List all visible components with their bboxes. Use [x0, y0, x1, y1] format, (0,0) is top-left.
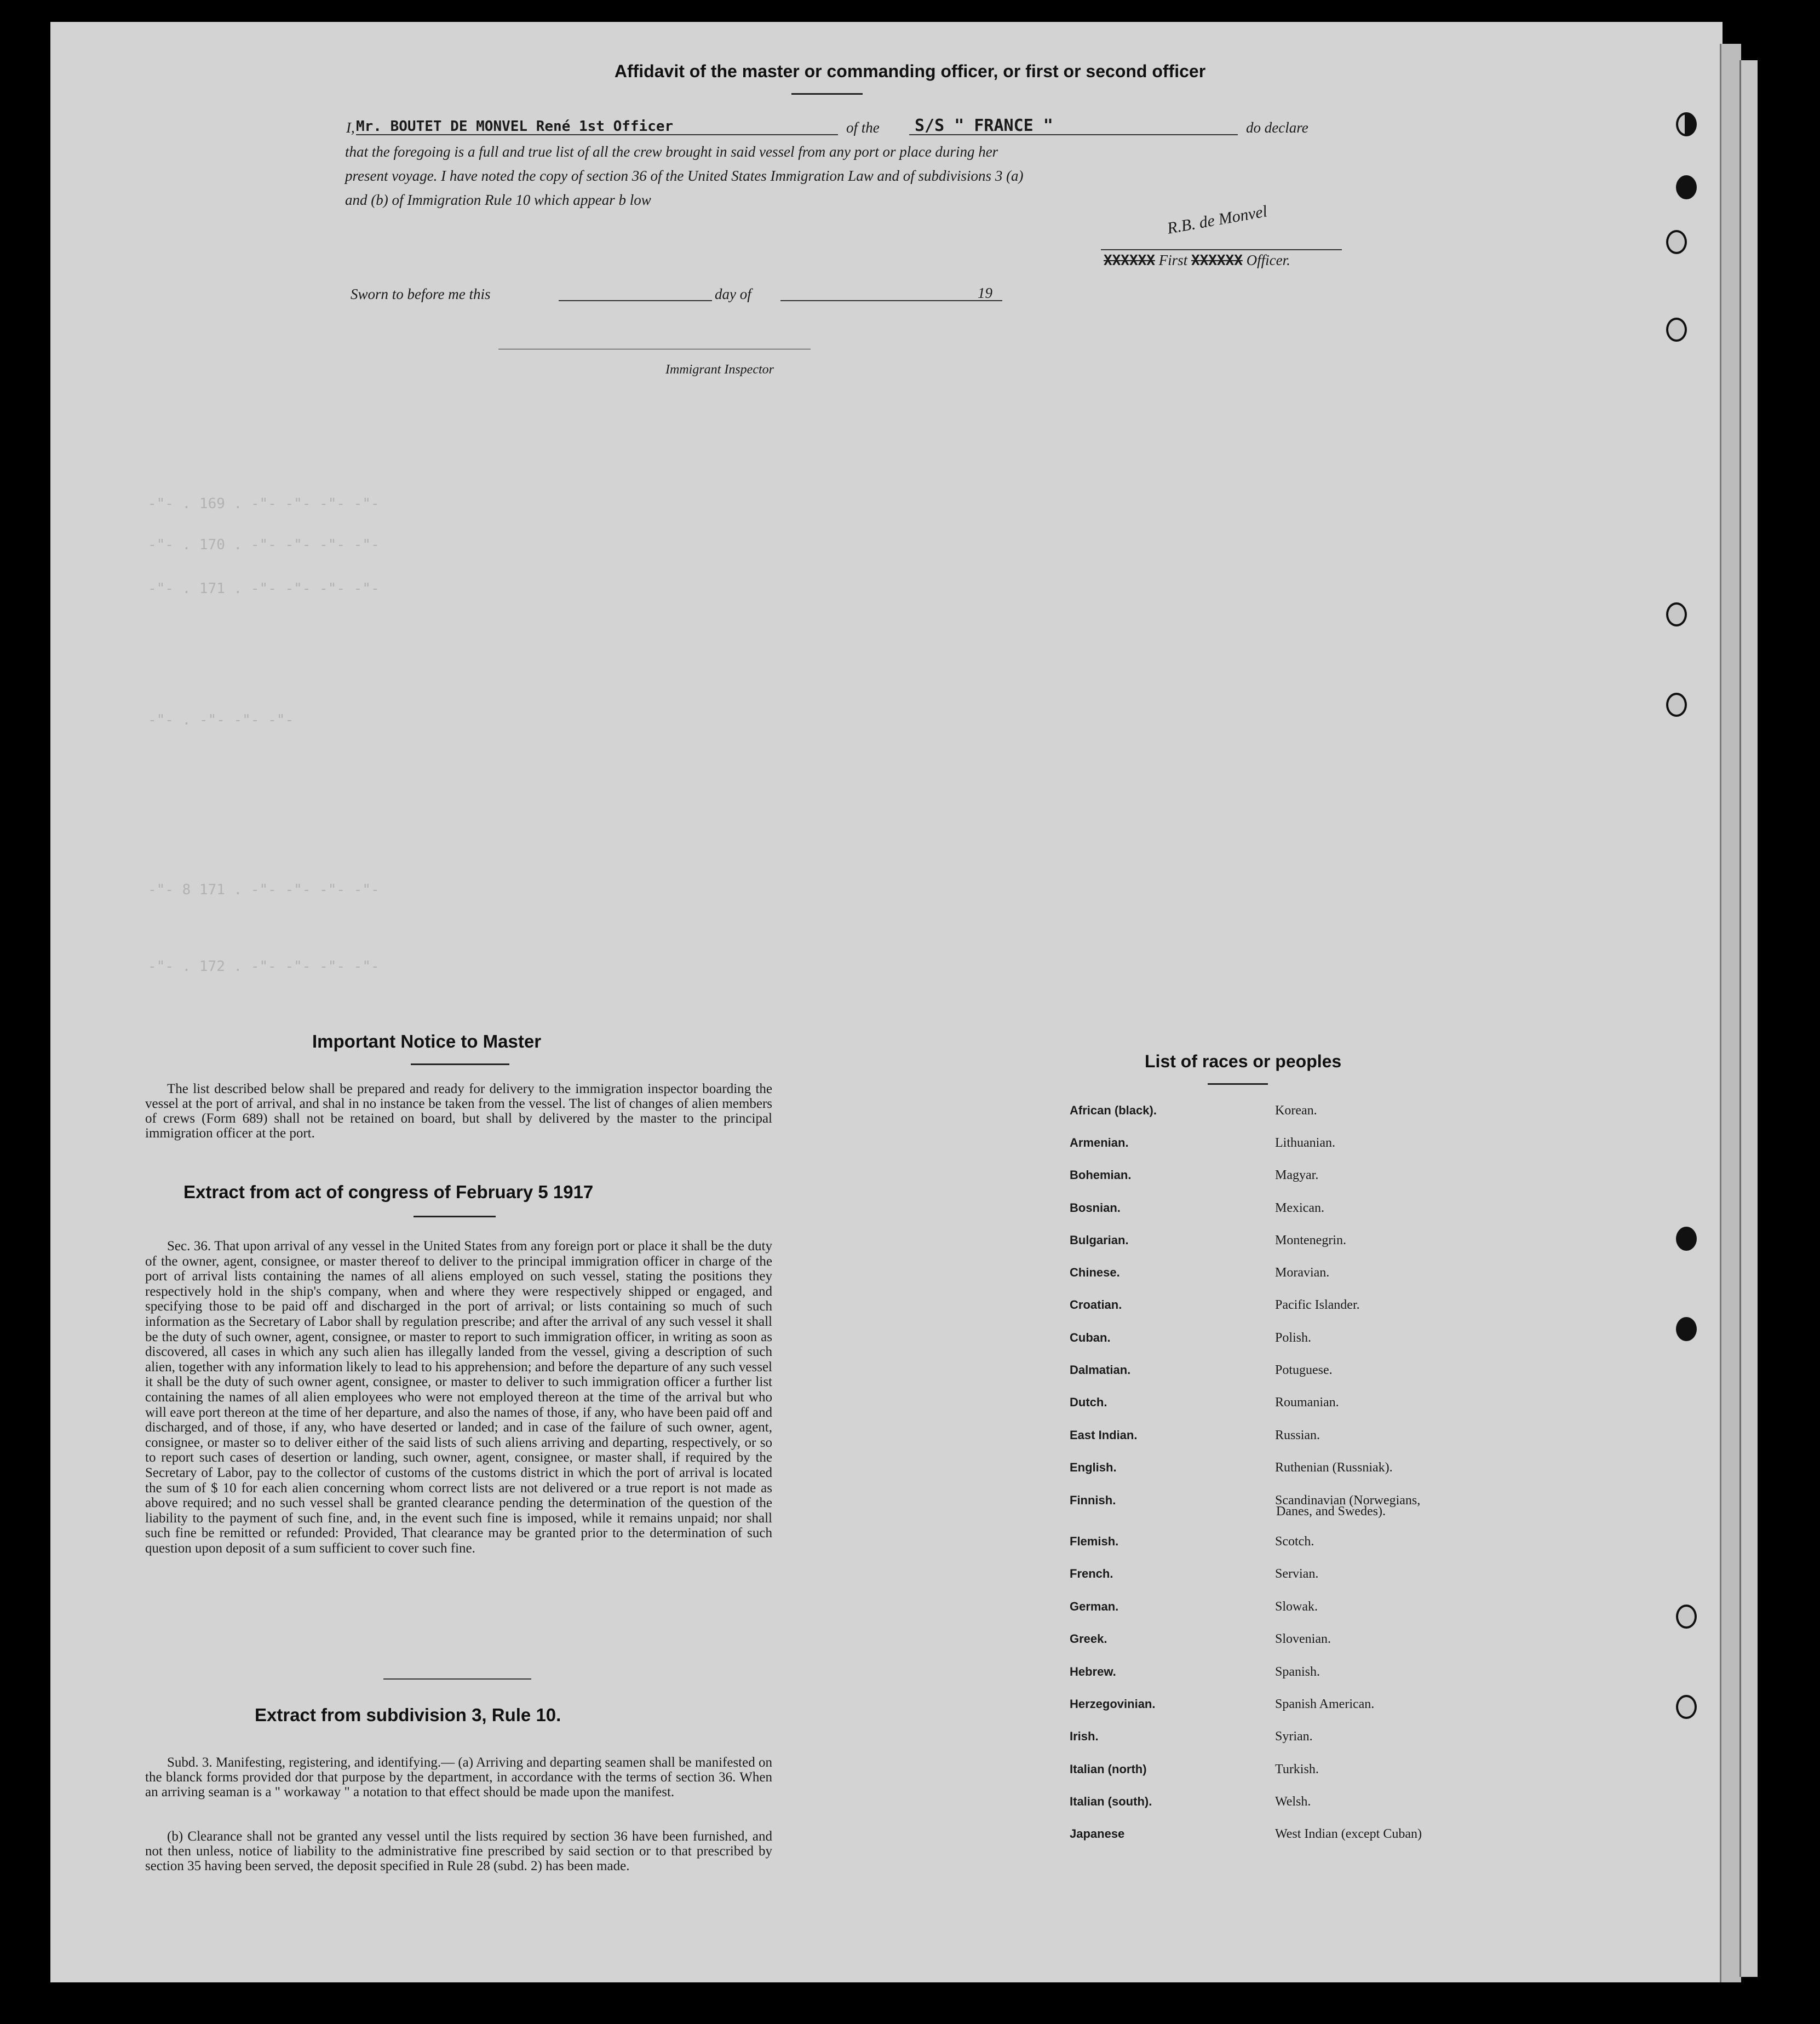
race-item: Welsh. — [1275, 1795, 1311, 1809]
race-item: Magyar. — [1275, 1168, 1319, 1182]
race-item: Flemish. — [1070, 1534, 1119, 1548]
page-edge — [1720, 44, 1741, 1982]
officer-first: First — [1158, 252, 1188, 268]
race-item: Greek. — [1070, 1632, 1107, 1646]
race-item: Potuguese. — [1275, 1363, 1333, 1377]
race-item: Armenian. — [1070, 1136, 1129, 1149]
race-item: Japanese — [1070, 1827, 1125, 1841]
bleed-through-text: -"- . 169 . -"- -"- -"- -"- — [148, 496, 380, 512]
do-declare-label: do declare — [1246, 119, 1308, 136]
act-extract-text: Sec. 36. That upon arrival of any vessel in the United States from any foreign port or place it shall be the duty of the owner, agent, consignee, or master thereof to deliver to the principal immigration officer in charge of the port of arrival lists containing the names of all aliens employed on such vessel, stating the positions they respectively hold in the ship's company, when and where they were respectively shipped or engaged, and specifying those to be paid off and discharged in the port of arrival; or lists containing so much of such information as the Secretary of Labor shall by regulation prescribe; and after the arrival of any such vessel it shall be the duty of such owner, agent, consignee, or master to report to such immigration officer, in writing as soon as discovered, all cases in which any such alien has illegally landed from the vessel, giving a description of such alien, together with any information likely to lead to his apprehension; and before the departure of any such vessel it shall be the duty of such owner agent, consignee, or master to deliver to such immigration officer a further list containing the names of all alien employees who were not employed thereon at the time of the arrival but who will eave port thereon at the time of her departure, and also the names of those, if any, who have been paid off and discharged, and of those, if any, who have deserted or landed; and in case of the failure of such owner, agent, consignee, or master so to deliver either of the said lists of such aliens arriving and departing, respectively, or so to report such cases of desertion or landing, such owner, agent, consignee, or master shall, if required by the Secretary of Labor, pay to the collector of customs of the customs district in which the port of arrival is located the sum of $ 10 for each alien concerning whom correct lists are not delivered or a true report is not made as above required; and no such vessel shall be granted clearance pending the determination of the question of the liability to the payment of such fine, and, in the event such fine is imposed, while it remains unpaid; nor shall such fine be remitted or refunded: Provided, That clearance may be granted prior to the determination of such question upon deposit of a sum sufficient to cover such fine. — [145, 1239, 772, 1556]
race-item: Italian (south). — [1070, 1795, 1152, 1808]
page-edge — [1739, 60, 1758, 1977]
notice-text: The list described below shall be prepared and ready for delivery to the immigration inspector boarding the vessel at the port of arrival, and shal in no instance be taken from the vessel. The list of changes of alien members of crews (Form 689) shall not be retained on board, but shall by delivered by the master to the principal immigration officer at the port. — [145, 1082, 772, 1141]
binder-hole — [1666, 318, 1687, 342]
title-underline — [411, 1063, 509, 1065]
title-underline — [791, 93, 863, 95]
binder-hole — [1676, 112, 1697, 136]
rule-extract-text-b: (b) Clearance shall not be granted any vessel until the lists required by section 36 have been furnished, and not then unless, notice of liability to the administrative fine prescribed by said section or to that prescribed by section 35 having been served, the deposit specified in Rule 28 (subd. 2) has been made. — [145, 1829, 772, 1873]
race-item: Roumanian. — [1275, 1395, 1339, 1410]
race-item: Korean. — [1275, 1103, 1317, 1118]
declaration-line: and (b) of Immigration Rule 10 which appear b low — [345, 192, 651, 208]
title-underline — [1208, 1083, 1268, 1085]
sworn-day-label: day of — [715, 286, 751, 302]
race-item: Spanish. — [1275, 1665, 1320, 1679]
race-item: Turkish. — [1275, 1762, 1319, 1776]
race-item: German. — [1070, 1600, 1119, 1613]
binder-hole — [1676, 1695, 1697, 1719]
race-item: Lithuanian. — [1275, 1136, 1335, 1150]
struck-word: XXXXXX — [1191, 252, 1243, 269]
officer-signature: R.B. de Monvel — [1166, 202, 1269, 238]
race-item: French. — [1070, 1567, 1113, 1580]
of-the-label: of the — [846, 119, 880, 136]
declarant-prefix: I, — [346, 119, 355, 136]
race-item: Dalmatian. — [1070, 1363, 1131, 1377]
race-item: Polish. — [1275, 1331, 1312, 1345]
race-item: Servian. — [1275, 1567, 1319, 1581]
title-underline — [414, 1216, 496, 1217]
bleed-through-text: -"- . 171 . -"- -"- -"- -"- — [148, 580, 380, 597]
race-item: Croatian. — [1070, 1298, 1122, 1312]
race-item: Pacific Islander. — [1275, 1298, 1360, 1312]
vessel-name: S/S " FRANCE " — [915, 116, 1053, 135]
race-item: Herzegovinian. — [1070, 1697, 1156, 1711]
officer-title — [1104, 252, 1290, 269]
race-item: Bohemian. — [1070, 1168, 1132, 1182]
act-extract-title: Extract from act of congress of February 5 1917 — [183, 1182, 594, 1202]
race-item: Finnish. — [1070, 1493, 1116, 1507]
race-item: Spanish American. — [1275, 1697, 1375, 1711]
race-item: East Indian. — [1070, 1428, 1138, 1442]
binder-hole — [1666, 230, 1687, 254]
race-item: Scotch. — [1275, 1534, 1314, 1549]
race-item: Bosnian. — [1070, 1201, 1121, 1215]
race-item: Mexican. — [1275, 1201, 1324, 1215]
race-item: Bulgarian. — [1070, 1233, 1129, 1247]
rule-extract-text-a: Subd. 3. Manifesting, registering, and identifying.— (a) Arriving and departing seamen shall be manifested on the blanck forms provided dor that purpose by the department, in accordance with the terms of section 36. When an arriving seaman is a " workaway " a notation to that effect should be made upon the manifest. — [145, 1755, 772, 1799]
binder-hole — [1666, 693, 1687, 717]
race-item: Scandinavian (Norwegians, — [1275, 1493, 1421, 1508]
section-divider — [383, 1678, 531, 1680]
fill-line — [780, 300, 1002, 301]
fill-line — [909, 134, 1238, 135]
race-item: Montenegrin. — [1275, 1233, 1346, 1247]
race-item: English. — [1070, 1461, 1117, 1474]
binder-hole — [1676, 1605, 1697, 1629]
races-title: List of races or peoples — [1145, 1051, 1342, 1071]
race-item: Slowak. — [1275, 1600, 1318, 1614]
race-item: Slovenian. — [1275, 1632, 1331, 1646]
race-item-continued: Danes, and Swedes). — [1276, 1504, 1386, 1519]
bleed-through-text: -"- . 172 . -"- -"- -"- -"- — [148, 958, 380, 975]
rule-extract-title: Extract from subdivision 3, Rule 10. — [255, 1705, 561, 1725]
fill-line — [356, 134, 838, 135]
race-item: Irish. — [1070, 1729, 1099, 1743]
race-item: Chinese. — [1070, 1266, 1120, 1279]
struck-word: XXXXXX — [1104, 252, 1155, 269]
bleed-through-text: -"- 8 171 . -"- -"- -"- -"- — [148, 882, 380, 898]
race-item: Syrian. — [1275, 1729, 1313, 1744]
declaration-line: that the foregoing is a full and true list of all the crew brought in said vessel from any port or place during her — [345, 143, 998, 160]
fill-line — [559, 300, 712, 301]
race-item: Hebrew. — [1070, 1665, 1116, 1678]
sworn-prefix: Sworn to before me this — [351, 286, 491, 302]
binder-hole — [1666, 602, 1687, 626]
bleed-through-text: -"- . -"- -"- -"- — [148, 712, 294, 728]
signature-line — [1101, 249, 1342, 250]
race-item: Dutch. — [1070, 1395, 1107, 1409]
binder-hole — [1676, 1317, 1697, 1341]
sworn-year: 19 — [978, 285, 992, 301]
binder-hole — [1676, 175, 1697, 199]
race-item: African (black). — [1070, 1103, 1157, 1117]
race-item: Russian. — [1275, 1428, 1320, 1442]
bleed-through-text: -"- . 170 . -"- -"- -"- -"- — [148, 537, 380, 553]
officer-suffix: Officer. — [1246, 252, 1290, 268]
race-item: Ruthenian (Russniak). — [1275, 1461, 1393, 1475]
document-page — [50, 22, 1723, 1982]
notice-title: Important Notice to Master — [312, 1031, 542, 1051]
inspector-label: Immigrant Inspector — [665, 363, 774, 377]
declarant-name: Mr. BOUTET DE MONVEL René 1st Officer — [356, 118, 674, 135]
race-item: West Indian (except Cuban) — [1275, 1827, 1422, 1841]
race-item: Cuban. — [1070, 1331, 1111, 1344]
binder-hole — [1676, 1227, 1697, 1251]
affidavit-title: Affidavit of the master or commanding officer, or first or second officer — [614, 61, 1206, 81]
race-item: Moravian. — [1275, 1266, 1330, 1280]
declaration-line: present voyage. I have noted the copy of section 36 of the United States Immigration Law and of subdivisions 3 (a) — [345, 168, 1024, 184]
race-item: Italian (north) — [1070, 1762, 1147, 1776]
